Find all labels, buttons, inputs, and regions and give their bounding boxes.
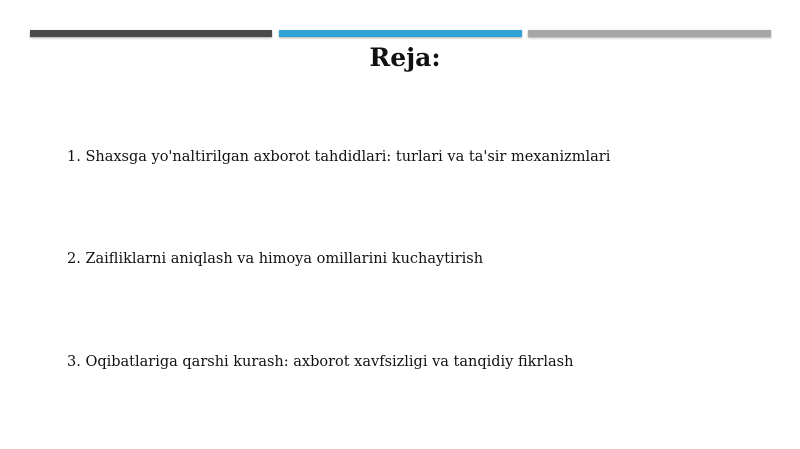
plan-item-1: 1. Shaxsga yo'naltirilgan axborot tahdidlari: turlari va ta'sir mexanizmlari [67, 149, 611, 165]
header-accent-bars [30, 30, 771, 38]
accent-bar-middle [279, 30, 522, 37]
plan-item-2: 2. Zaifliklarni aniqlash va himoya omillarini kuchaytirish [67, 251, 484, 267]
accent-bar-right [528, 30, 771, 37]
accent-bar-left [30, 30, 272, 37]
slide-title: Reja: [369, 43, 441, 72]
plan-item-3: 3. Oqibatlariga qarshi kurash: axborot xavfsizligi va tanqidiy fikrlash [67, 354, 574, 370]
